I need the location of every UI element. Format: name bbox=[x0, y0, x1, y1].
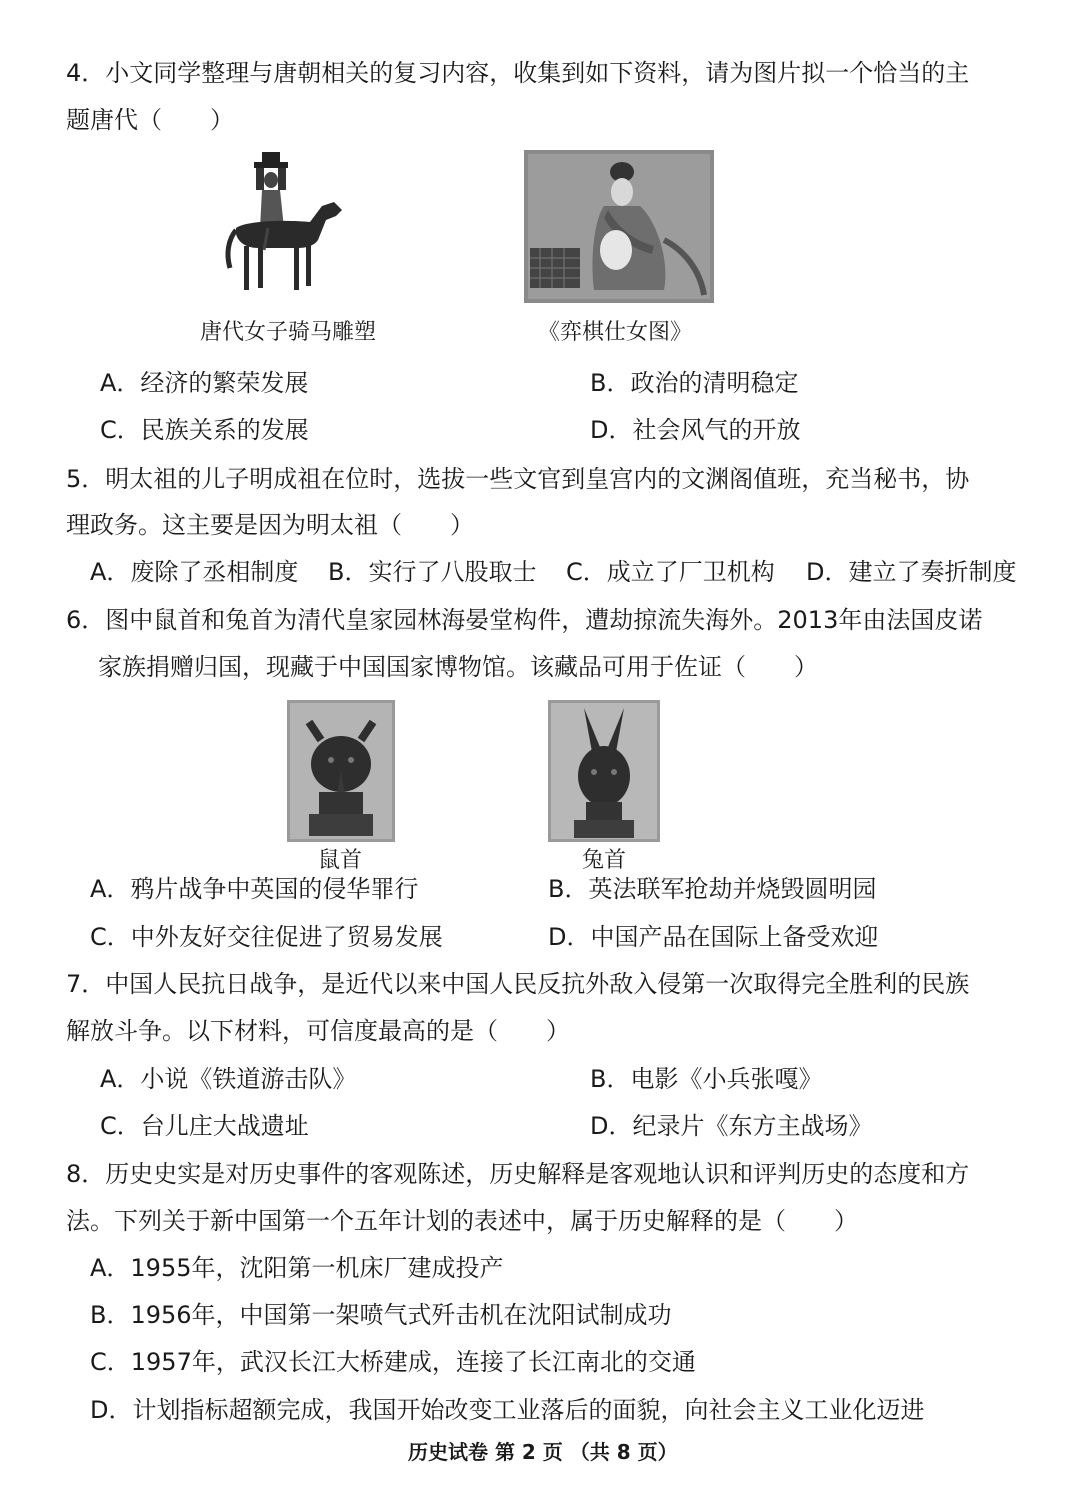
q8-option-d[interactable]: D．计划指标超额完成，我国开始改变工业落后的面貌，向社会主义工业化迈进 bbox=[90, 1396, 925, 1424]
tang-female-rider-sculpture-image bbox=[218, 150, 348, 298]
q4-option-c[interactable]: C．民族关系的发展 bbox=[100, 416, 309, 444]
q7-stem-line1: 7．中国人民抗日战争，是近代以来中国人民反抗外敌入侵第一次取得完全胜利的民族 bbox=[66, 970, 970, 998]
q8-stem-line2: 法。下列关于新中国第一个五年计划的表述中，属于历史解释的是（ ） bbox=[66, 1207, 858, 1235]
q6-option-c[interactable]: C．中外友好交往促进了贸易发展 bbox=[90, 923, 443, 951]
q5-stem-line1: 5．明太祖的儿子明成祖在位时，选拔一些文官到皇宫内的文渊阁值班，充当秘书，协 bbox=[66, 465, 970, 493]
q7-option-b[interactable]: B．电影《小兵张嘎》 bbox=[590, 1065, 823, 1093]
q6-caption-rat: 鼠首 bbox=[318, 848, 363, 873]
q4-caption-sculpture: 唐代女子骑马雕塑 bbox=[200, 320, 377, 345]
q6-option-b[interactable]: B．英法联军抢劫并烧毁圆明园 bbox=[548, 875, 877, 903]
q8-option-b[interactable]: B．1956年，中国第一架喷气式歼击机在沈阳试制成功 bbox=[90, 1301, 672, 1329]
q6-stem-line2: 家族捐赠归国，现藏于中国国家博物馆。该藏品可用于佐证（ ） bbox=[98, 653, 818, 681]
q5-stem-line2: 理政务。这主要是因为明太祖（ ） bbox=[66, 511, 474, 539]
q5-option-c[interactable]: C．成立了厂卫机构 bbox=[566, 558, 775, 586]
q4-option-d[interactable]: D．社会风气的开放 bbox=[590, 416, 801, 444]
rat-head-bronze-image bbox=[287, 700, 395, 842]
q4-option-b[interactable]: B．政治的清明稳定 bbox=[590, 369, 799, 397]
q6-option-a[interactable]: A．鸦片战争中英国的侵华罪行 bbox=[90, 875, 419, 903]
q7-option-c[interactable]: C．台儿庄大战遗址 bbox=[100, 1112, 309, 1140]
q8-stem-line1: 8．历史史实是对历史事件的客观陈述，历史解释是客观地认识和评判历史的态度和方 bbox=[66, 1160, 970, 1188]
q4-caption-painting: 《弈棋仕女图》 bbox=[538, 320, 693, 345]
q7-option-a[interactable]: A．小说《铁道游击队》 bbox=[100, 1065, 357, 1093]
q6-option-d[interactable]: D．中国产品在国际上备受欢迎 bbox=[548, 923, 879, 951]
weiqi-lady-painting-image bbox=[524, 150, 714, 303]
q7-option-d[interactable]: D．纪录片《东方主战场》 bbox=[590, 1112, 873, 1140]
q4-stem-line1: 4．小文同学整理与唐朝相关的复习内容，收集到如下资料，请为图片拟一个恰当的主 bbox=[66, 59, 970, 87]
q5-option-b[interactable]: B．实行了八股取士 bbox=[328, 558, 537, 586]
rabbit-head-bronze-image bbox=[548, 700, 660, 842]
q4-stem-line2: 题唐代（ ） bbox=[66, 106, 234, 134]
q4-option-a[interactable]: A．经济的繁荣发展 bbox=[100, 369, 309, 397]
q7-stem-line2: 解放斗争。以下材料，可信度最高的是（ ） bbox=[66, 1017, 570, 1045]
q6-caption-rabbit: 兔首 bbox=[582, 848, 627, 873]
q5-option-d[interactable]: D．建立了奏折制度 bbox=[806, 558, 1017, 586]
q8-option-a[interactable]: A．1955年，沈阳第一机床厂建成投产 bbox=[90, 1254, 504, 1282]
q6-stem-line1: 6．图中鼠首和兔首为清代皇家园林海晏堂构件，遭劫掠流失海外。2013年由法国皮诺 bbox=[66, 606, 983, 634]
q8-option-c[interactable]: C．1957年，武汉长江大桥建成，连接了长江南北的交通 bbox=[90, 1348, 696, 1376]
q5-option-a[interactable]: A．废除了丞相制度 bbox=[90, 558, 299, 586]
page-footer: 历史试卷 第 2 页 （共 8 页） bbox=[408, 1440, 678, 1464]
